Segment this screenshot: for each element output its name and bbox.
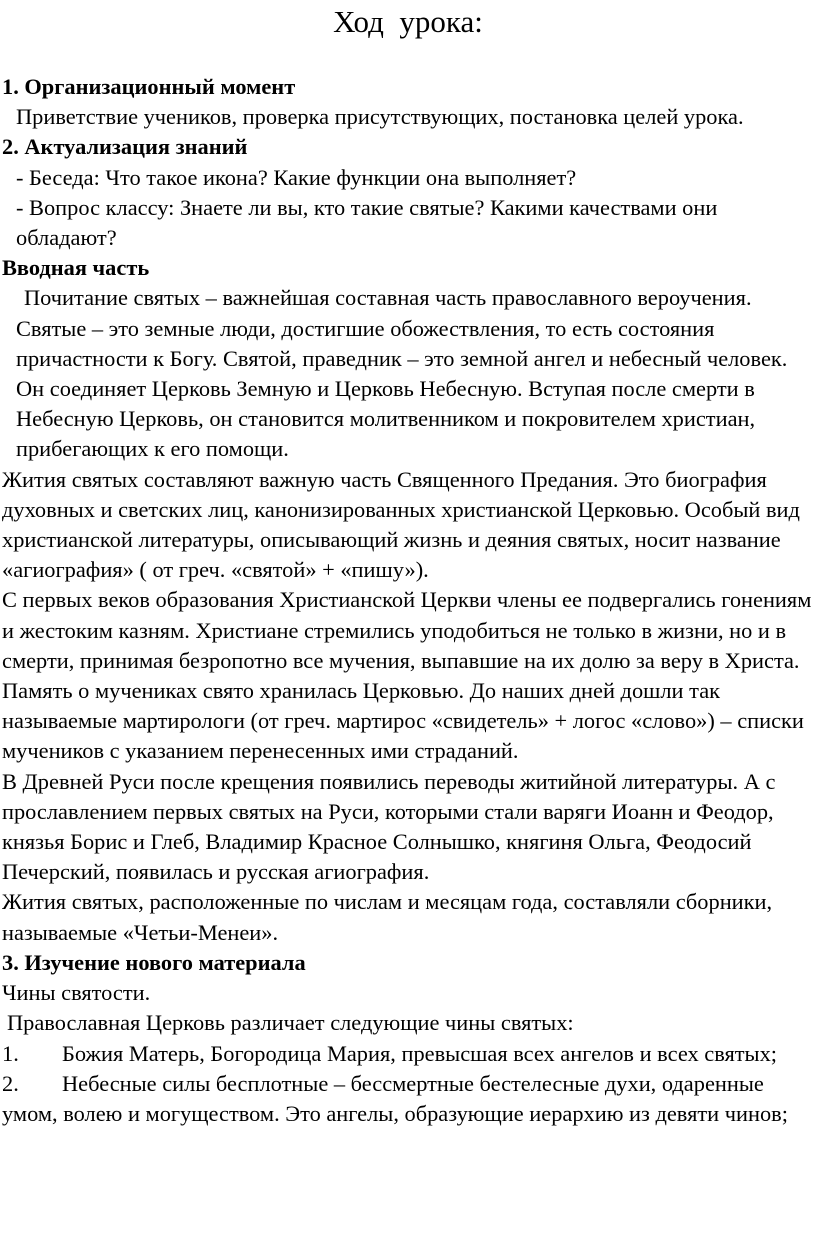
paragraph: Память о мучениках свято хранилась Церковью. До наших дней дошли так называемые мартирологи (от греч. мартирос «свидетель» + логос «слово») – списки мучеников с указанием перенесенных ими страданий.: [2, 678, 804, 764]
paragraph: Чины святости.: [2, 980, 151, 1006]
paragraph: - Вопрос классу: Знаете ли вы, кто такие святые? Какими качествами они обладают?: [16, 194, 718, 251]
list-item-text: Божия Матерь, Богородица Мария, превысшая всех ангелов и всех святых;: [62, 1040, 778, 1066]
paragraph: Жития святых составляют важную часть Священного Предания. Это биография духовных и светских лиц, канонизированных христианской Церковью. Особый вид христианской литературы, описывающий жизнь и деяния святых, носит название «агиография» ( от греч. «святой» + «пишу»).: [2, 466, 800, 583]
list-item-number: 1.: [2, 1040, 19, 1066]
document-body: [2, 72, 814, 1129]
list-item-text: Небесные силы бесплотные – бессмертные бестелесные духи, одаренные умом, волею и могуществом. Это ангелы, образующие иерархию из девяти чинов;: [2, 1070, 788, 1126]
paragraph: Святые – это земные люди, достигшие обожествления, то есть состояния причастности к Богу. Святой, праведник – это земной ангел и небесный человек. Он соединяет Церковь Земную и Церковь Небесную. Вступая после смерти в Небесную Церковь, он становится молитвенником и покровителем христиан, прибегающих к его помощи.: [16, 315, 788, 462]
section-heading-actualization: 2. Актуализация знаний: [2, 134, 248, 160]
list-item: [2, 1069, 814, 1129]
page-title: Ход урока:: [333, 4, 483, 39]
list-item-number: 2.: [2, 1070, 19, 1096]
paragraph: Жития святых, расположенные по числам и месяцам года, составляли сборники, называемые «Четьи-Менеи».: [2, 889, 773, 945]
paragraph: Почитание святых – важнейшая составная часть православного вероучения.: [24, 285, 752, 311]
paragraph: С первых веков образования Христианской Церкви члены ее подвергались гонениям и жестоким казням. Христиане стремились уподобиться не только в жизни, но и в смерти, принимая безропотно все мучения, выпавшие на их долю за веру в Христа.: [2, 587, 812, 673]
section-heading-intro: Вводная часть: [2, 255, 150, 281]
section-heading-organizational: 1. Организационный момент: [2, 74, 296, 99]
section-heading-new-material: 3. Изучение нового материала: [2, 949, 306, 975]
paragraph: Православная Церковь различает следующие чины святых:: [7, 1010, 574, 1036]
paragraph: В Древней Руси после крещения появились переводы житийной литературы. А с прославлением первых святых на Руси, которыми стали варяги Иоанн и Феодор, князья Борис и Глеб, Владимир Красное Солнышко, княгиня Ольга, Феодосий Печерский, появилась и русская агиография.: [2, 768, 776, 885]
paragraph: - Беседа: Что такое икона? Какие функции она выполняет?: [16, 164, 577, 190]
list-item: [2, 1039, 814, 1069]
paragraph: Приветствие учеников, проверка присутствующих, постановка целей урока.: [16, 104, 744, 130]
